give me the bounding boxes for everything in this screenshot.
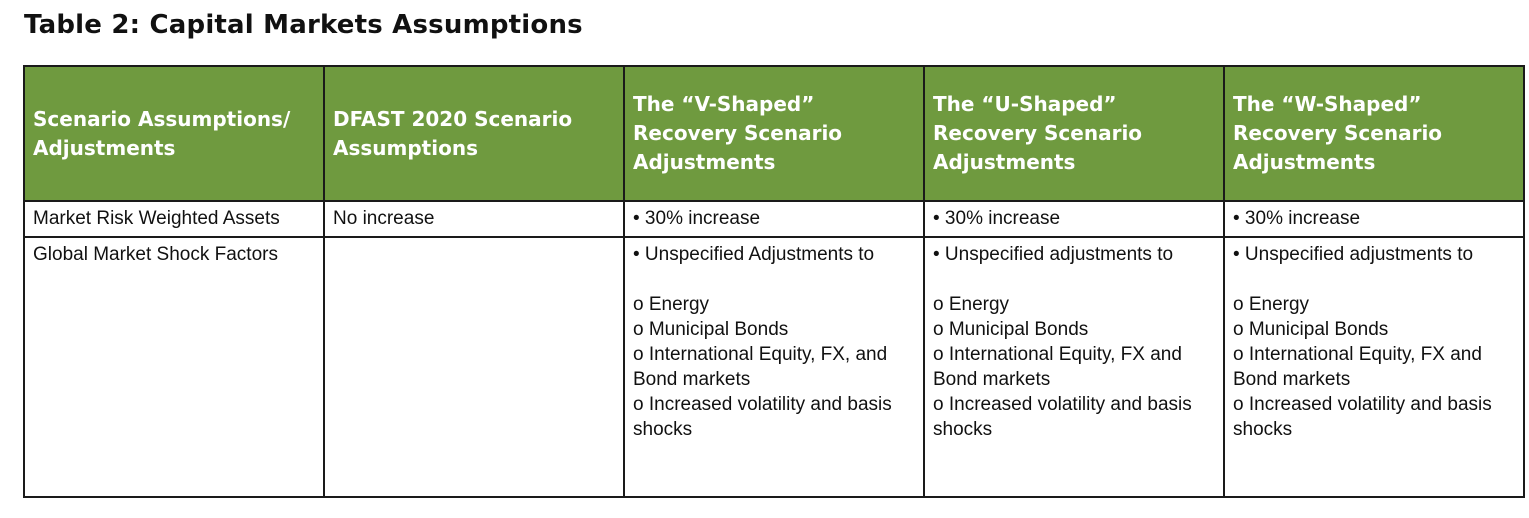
row-label-market-risk: Market Risk Weighted Assets — [24, 201, 324, 237]
spacer — [1233, 267, 1515, 292]
spacer — [933, 267, 1215, 292]
list-item: o International Equity, FX, and Bond markets — [633, 344, 888, 390]
cell-w-shock — [1224, 237, 1524, 497]
cell-v-shock — [624, 237, 924, 497]
list-item: o Energy — [1233, 294, 1310, 315]
header-v-shaped: The “V-Shaped” Recovery Scenario Adjustments — [624, 66, 924, 201]
cell-dfast-shock — [324, 237, 624, 497]
spacer — [633, 267, 915, 292]
table-header-row — [24, 66, 1524, 201]
shock-lead-text: • Unspecified Adjustments to — [633, 244, 875, 265]
list-item: o Increased volatility and basis shocks — [1233, 394, 1492, 440]
table-row — [24, 201, 1524, 237]
cell-u-shock — [924, 237, 1224, 497]
list-item: o Municipal Bonds — [933, 319, 1089, 340]
capital-markets-table — [23, 65, 1525, 498]
list-item: o Increased volatility and basis shocks — [633, 394, 892, 440]
header-dfast-2020: DFAST 2020 Scenario Assumptions — [324, 66, 624, 201]
cell-v-rwa: • 30% increase — [624, 201, 924, 237]
list-item: o Increased volatility and basis shocks — [933, 394, 1192, 440]
shock-lead-text: • Unspecified adjustments to — [933, 244, 1174, 265]
list-item: o Energy — [633, 294, 710, 315]
table-row — [24, 237, 1524, 497]
cell-dfast-rwa: No increase — [324, 201, 624, 237]
list-item: o Energy — [933, 294, 1010, 315]
list-item: o Municipal Bonds — [633, 319, 789, 340]
header-scenario-assumptions: Scenario Assumptions/ Adjustments — [24, 66, 324, 201]
header-w-shaped: The “W-Shaped” Recovery Scenario Adjustments — [1224, 66, 1524, 201]
shock-lead-text: • Unspecified adjustments to — [1233, 244, 1474, 265]
list-item: o International Equity, FX and Bond markets — [1233, 344, 1482, 390]
cell-u-rwa: • 30% increase — [924, 201, 1224, 237]
cell-w-rwa: • 30% increase — [1224, 201, 1524, 237]
header-u-shaped: The “U-Shaped” Recovery Scenario Adjustments — [924, 66, 1224, 201]
page-title: Table 2: Capital Markets Assumptions — [24, 10, 583, 40]
row-label-global-shock: Global Market Shock Factors — [24, 237, 324, 497]
list-item: o International Equity, FX and Bond markets — [933, 344, 1182, 390]
list-item: o Municipal Bonds — [1233, 319, 1389, 340]
